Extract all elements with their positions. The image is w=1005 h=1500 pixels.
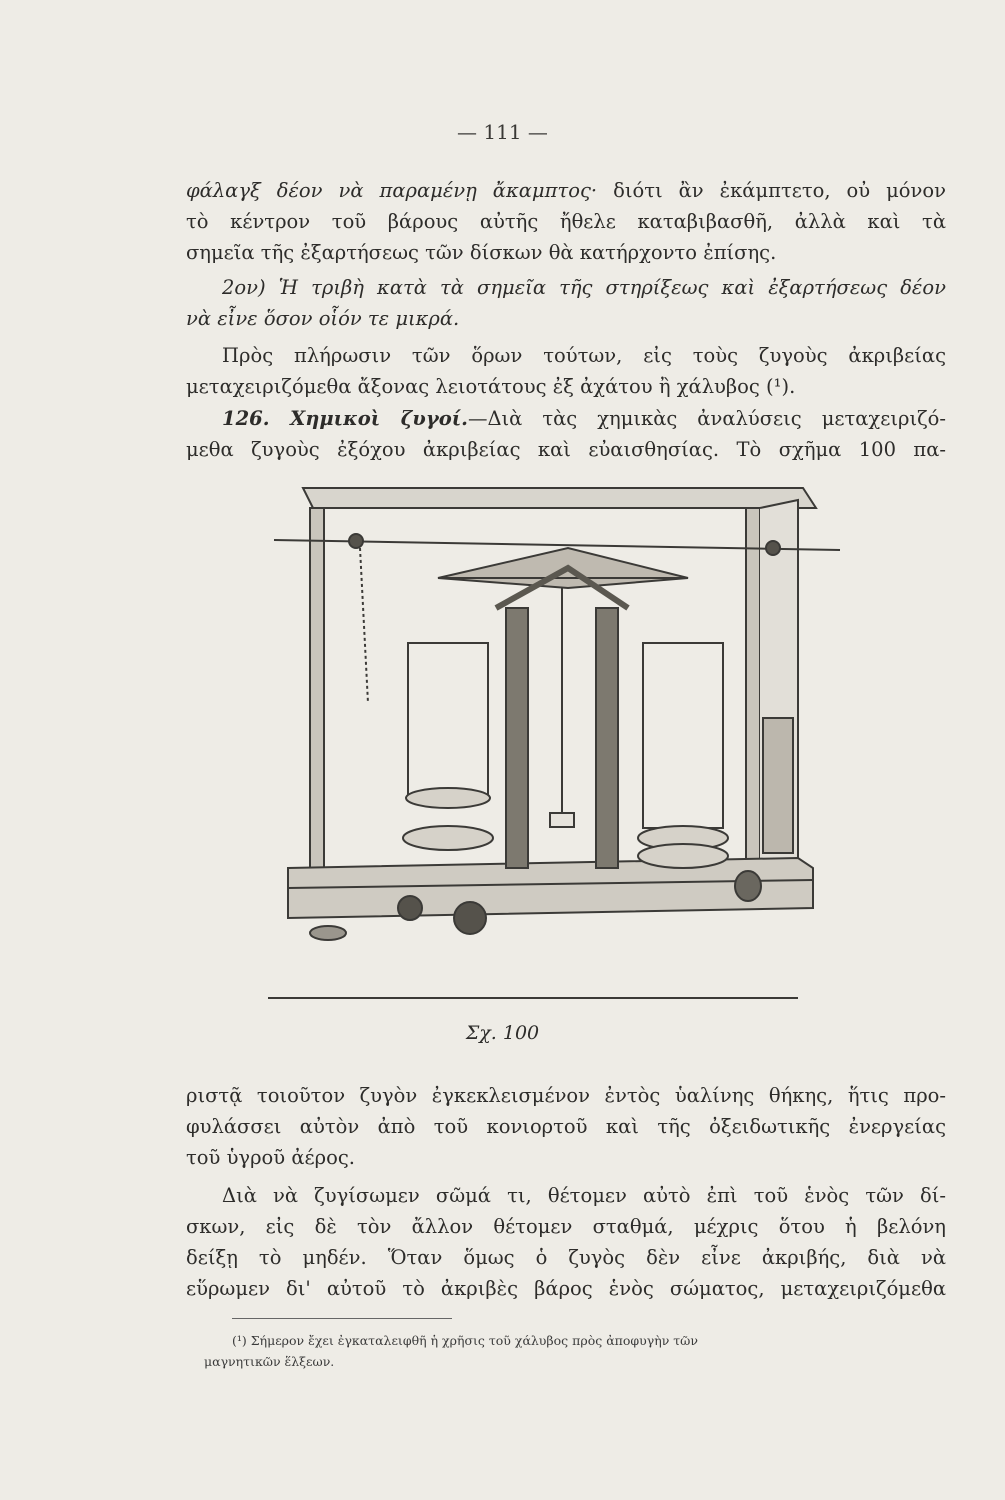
paragraph-friction	[186, 272, 946, 334]
text-line	[186, 175, 946, 206]
text-line: Διὰ νὰ ζυγίσωμεν σῶμά τι, θέτομεν αὐτὸ ἐπὶ τοῦ ἑνὸς τῶν δί-	[222, 1184, 946, 1207]
text-line: φυλάσσει αὐτὸν ἀπὸ τοῦ κονιορτοῦ καὶ τῆς ὀξειδωτικῆς ἐνεργείας	[186, 1115, 946, 1138]
paragraph-glass-case	[186, 1080, 946, 1173]
text-line: ριστᾷ τοιοῦτον ζυγὸν ἐγκεκλεισμένον ἐντὸς ὑαλίνης θήκης, ἥτις προ-	[186, 1084, 946, 1107]
paragraph-axes	[186, 340, 946, 402]
page-number: — 111 —	[457, 120, 548, 144]
footnote-divider	[232, 1318, 452, 1319]
text-span: —Διὰ τὰς χημικὰς ἀναλύσεις μεταχειριζό-	[467, 407, 946, 430]
text-line: νὰ εἶνε ὅσον οἷόν τε μικρά.	[186, 307, 460, 330]
text-line: μεθα ζυγοὺς ἐξόχου ἀκριβείας καὶ εὐαισθησίας. Τὸ σχῆμα 100 πα-	[186, 438, 946, 461]
text-line: σκων, εἰς δὲ τὸν ἄλλον θέτομεν σταθμά, μέχρις ὅτου ἡ βελόνη	[186, 1215, 946, 1238]
text-span: διότι ἂν ἐκάμπτετο, οὐ μόνον	[613, 179, 946, 202]
paragraph-chemical-balances	[186, 403, 946, 465]
text-line: 2ον) Ἡ τριβὴ κατὰ τὰ σημεῖα τῆς στηρίξεως καὶ ἐξαρτήσεως δέον	[222, 276, 946, 299]
text-line: μεταχειριζόμεθα ἄξονας λειοτάτους ἐξ ἀχάτου ἢ χάλυβος (¹).	[186, 375, 796, 398]
balance-illustration	[268, 478, 846, 1003]
italic-phrase: φάλαγξ δέον νὰ παραμένῃ ἄκαμπτος·	[186, 179, 598, 202]
text-line: τοῦ ὑγροῦ ἀέρος.	[186, 1146, 355, 1169]
text-line: Πρὸς πλήρωσιν τῶν ὅρων τούτων, εἰς τοὺς ζυγοὺς ἀκριβείας	[222, 344, 946, 367]
text-line: εὕρωμεν δι' αὐτοῦ τὸ ἀκριβὲς βάρος ἑνὸς σώματος, μεταχειριζόμεθα	[186, 1277, 946, 1300]
paragraph-weighing	[186, 1180, 946, 1304]
footnote-line: μαγνητικῶν ἕλξεων.	[204, 1354, 335, 1369]
paragraph-phalanx	[186, 175, 946, 268]
text-line: δείξῃ τὸ μηδέν. Ὅταν ὅμως ὁ ζυγὸς δὲν εἶνε ἀκριβής, διὰ νὰ	[186, 1246, 946, 1269]
text-line: σημεῖα τῆς ἐξαρτήσεως τῶν δίσκων θὰ κατήρχοντο ἐπίσης.	[186, 241, 777, 264]
footnote	[204, 1330, 954, 1372]
footnote-line: (¹) Σήμερον ἔχει ἐγκαταλειφθῆ ἡ χρῆσις τοῦ χάλυβος πρὸς ἀποφυγὴν τῶν	[232, 1333, 698, 1348]
text-line	[186, 403, 946, 434]
text-line: τὸ κέντρον τοῦ βάρους αὐτῆς ἤθελε καταβιβασθῆ, ἀλλὰ καὶ τὰ	[186, 210, 946, 233]
figure-caption: Σχ. 100	[465, 1022, 540, 1044]
section-heading: 126. Χημικοὶ ζυγοί.	[222, 407, 468, 430]
